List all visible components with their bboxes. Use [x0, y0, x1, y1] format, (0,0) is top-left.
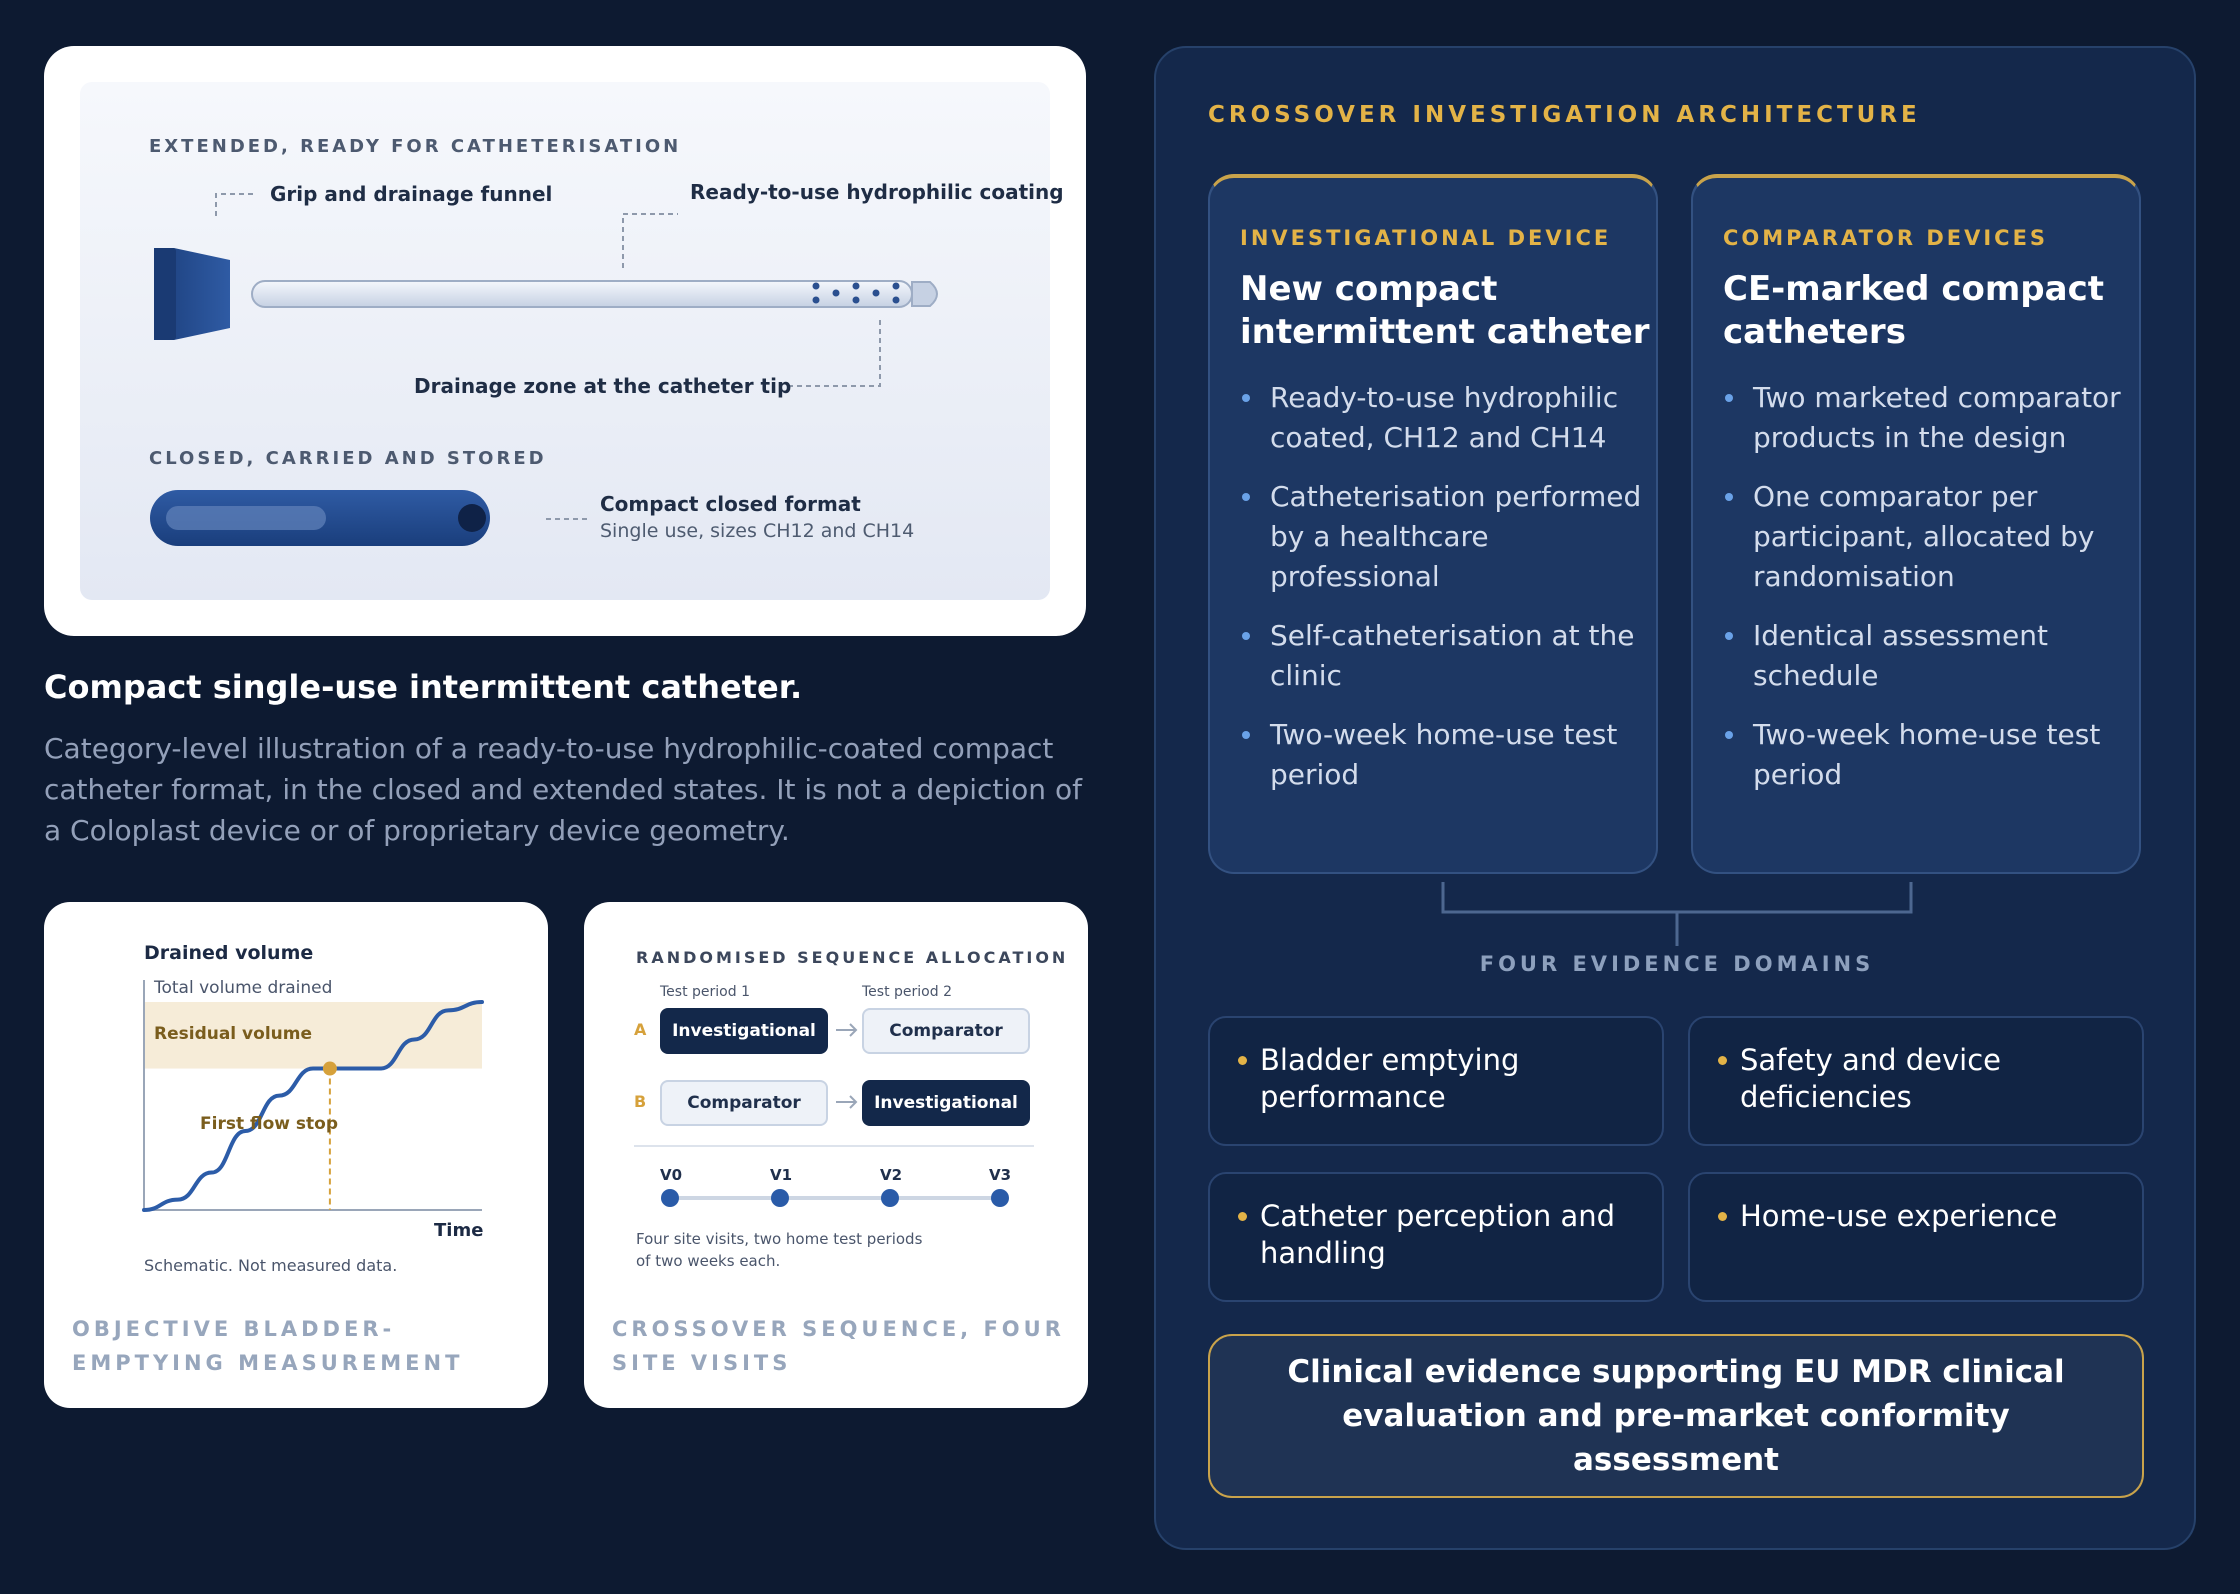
measurement-card	[44, 902, 548, 1408]
sequence-b-period-1: Comparator	[660, 1080, 828, 1126]
sequence-a-period-2: Comparator	[862, 1008, 1030, 1054]
measurement-card-footer: OBJECTIVE BLADDER-EMPTYING MEASUREMENT	[72, 1317, 464, 1375]
page-description: Category-level illustration of a ready-to-use hydrophilic-coated compact catheter format, in the closed and extended states. It is not a depiction of a Coloplast device or of proprietary device geometry.	[44, 732, 1082, 847]
clinical-evidence-box: Clinical evidence supporting EU MDR clinical evaluation and pre-market conformity assessment	[1208, 1334, 2144, 1498]
period-1-label: Test period 1	[660, 984, 750, 1000]
sequence-title: RANDOMISED SEQUENCE ALLOCATION	[636, 948, 1069, 967]
investigational-title: New compact intermittent catheter	[1240, 269, 1650, 352]
page-title: Compact single-use intermittent catheter.	[44, 668, 803, 706]
drainage-callout: Drainage zone at the catheter tip	[414, 374, 792, 398]
bullet-icon	[1238, 1056, 1247, 1065]
list-item: Ready-to-use hydrophilic coated, CH12 and CH14	[1240, 378, 1650, 458]
visit-v1: V1	[770, 1166, 793, 1184]
coating-callout: Ready-to-use hydrophilic coating	[690, 180, 1064, 204]
list-item: Two-week home-use test period	[1723, 715, 2133, 795]
bracket-connector	[1156, 48, 2198, 948]
period-2-label: Test period 2	[862, 984, 952, 1000]
sequence-b-period-2: Investigational	[862, 1080, 1030, 1126]
bullet-icon	[1718, 1056, 1727, 1065]
compact-callout-sub: Single use, sizes CH12 and CH14	[600, 520, 915, 542]
sequence-note-line-2: of two weeks each.	[636, 1252, 781, 1270]
sequence-arrows	[836, 1024, 856, 1108]
first-flow-stop-point	[323, 1062, 337, 1076]
investigational-label: INVESTIGATIONAL DEVICE	[1240, 226, 1612, 250]
residual-volume-label: Residual volume	[154, 1024, 312, 1044]
catheter-illustration-card	[44, 46, 1086, 636]
list-item: Identical assessment schedule	[1723, 616, 2133, 696]
sequence-a-letter: A	[634, 1020, 647, 1039]
domain-card-home-use: Home-use experience	[1688, 1172, 2144, 1302]
illustration-panel	[80, 82, 1064, 600]
visit-v2: V2	[880, 1166, 903, 1184]
x-axis-label: Time	[434, 1220, 484, 1241]
crossover-architecture-panel	[1154, 46, 2196, 1550]
visit-v0: V0	[660, 1166, 683, 1184]
comparator-label: COMPARATOR DEVICES	[1723, 226, 2049, 250]
sequence-note-line-1: Four site visits, two home test periods	[636, 1230, 923, 1248]
visit-v3: V3	[989, 1166, 1012, 1184]
list-item: Two marketed comparator products in the design	[1723, 378, 2133, 458]
domain-card-bladder-emptying: Bladder emptying performance	[1208, 1016, 1664, 1146]
bullet-icon	[1238, 1212, 1247, 1221]
sequence-card	[584, 902, 1088, 1408]
schematic-note: Schematic. Not measured data.	[144, 1256, 398, 1275]
first-flow-stop-label: First flow stop	[200, 1114, 338, 1134]
sequence-b-letter: B	[634, 1092, 647, 1111]
extended-state-label: EXTENDED, READY FOR CATHETERISATION	[149, 136, 682, 157]
chart-title: Drained volume	[144, 942, 314, 964]
catheter-tip	[912, 282, 937, 306]
list-item: Two-week home-use test period	[1240, 715, 1650, 795]
evidence-domains-label: FOUR EVIDENCE DOMAINS	[1479, 952, 1875, 976]
sequence-card-footer: CROSSOVER SEQUENCE, FOUR SITE VISITS	[612, 1317, 1065, 1375]
list-item: Self-catheterisation at the clinic	[1240, 616, 1650, 696]
compact-callout: Compact closed format	[600, 492, 861, 516]
closed-catheter-cap	[458, 504, 486, 532]
domain-card-perception: Catheter perception and handling	[1208, 1172, 1664, 1302]
comparator-title: CE-marked compact catheters	[1723, 269, 2104, 352]
drainage-leader-line	[786, 320, 880, 386]
closed-catheter-window	[166, 506, 326, 530]
grip-leader-line	[216, 194, 256, 216]
bullet-icon	[1718, 1212, 1727, 1221]
list-item: One comparator per participant, allocated by randomisation	[1723, 477, 2133, 597]
funnel-rim	[154, 248, 176, 340]
sequence-a-period-1: Investigational	[660, 1008, 828, 1054]
list-item: Catheterisation performed by a healthcare professional	[1240, 477, 1650, 597]
closed-state-label: CLOSED, CARRIED AND STORED	[149, 448, 547, 469]
coating-leader-line	[623, 214, 678, 268]
domain-card-safety: Safety and device deficiencies	[1688, 1016, 2144, 1146]
architecture-title: CROSSOVER INVESTIGATION ARCHITECTURE	[1208, 102, 1921, 128]
total-volume-label: Total volume drained	[154, 978, 333, 998]
grip-callout: Grip and drainage funnel	[270, 182, 553, 206]
